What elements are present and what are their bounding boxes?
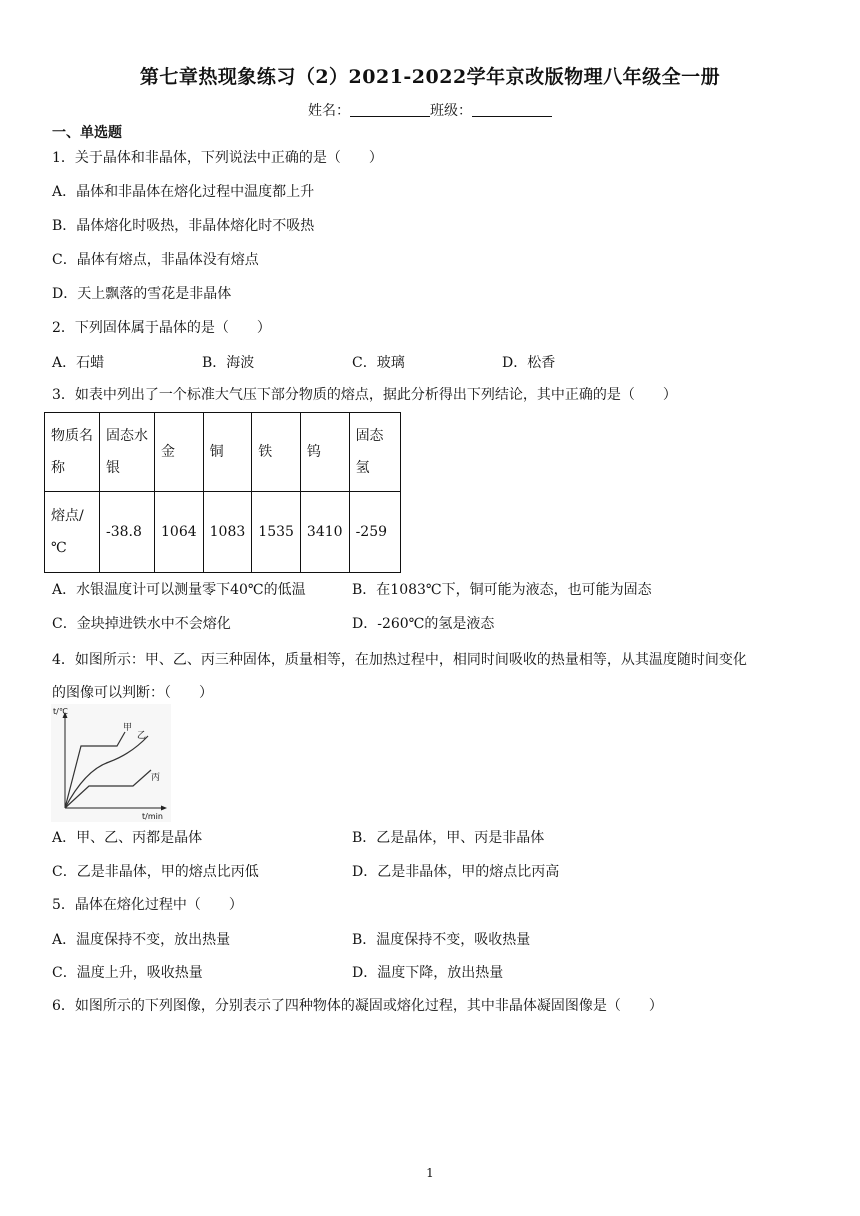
table-row bbox=[45, 492, 401, 573]
q3-option-c: C．金块掉进铁水中不会熔化 bbox=[52, 616, 231, 632]
q4-option-a: A．甲、乙、丙都是晶体 bbox=[52, 830, 203, 846]
class-blank bbox=[472, 104, 552, 117]
x-axis-label: t/min bbox=[142, 812, 163, 821]
q3-option-b: B．在1083℃下，铜可能为液态，也可能为固态 bbox=[352, 582, 652, 598]
table-cell: 金 bbox=[155, 413, 204, 492]
temperature-time-graph bbox=[51, 704, 171, 822]
q1-stem: 1．关于晶体和非晶体，下列说法中正确的是（ ） bbox=[52, 150, 383, 166]
q2-option-d: D．松香 bbox=[502, 355, 556, 371]
name-blank bbox=[350, 104, 430, 117]
q1-option-a: A．晶体和非晶体在熔化过程中温度都上升 bbox=[52, 184, 315, 200]
q1-option-d: D．天上飘落的雪花是非晶体 bbox=[52, 286, 232, 302]
class-label: 班级： bbox=[430, 103, 472, 119]
q5-stem: 5．晶体在熔化过程中（ ） bbox=[52, 897, 243, 913]
table-cell: 物质名称 bbox=[45, 413, 100, 492]
q5-option-c: C．温度上升，吸收热量 bbox=[52, 965, 203, 981]
q2-stem: 2．下列固体属于晶体的是（ ） bbox=[52, 320, 271, 336]
q3-option-d: D．-260℃的氢是液态 bbox=[352, 616, 495, 632]
page-title: 第七章热现象练习（2）2021-2022学年京改版物理八年级全一册 bbox=[139, 66, 721, 88]
q4-stem-line2: 的图像可以判断：（ ） bbox=[52, 685, 213, 701]
q3-stem: 3．如表中列出了一个标准大气压下部分物质的熔点，据此分析得出下列结论，其中正确的是（ ） bbox=[52, 387, 677, 403]
melting-point-table bbox=[44, 412, 401, 573]
section-title: 一、单选题 bbox=[52, 125, 122, 141]
q4-option-b: B．乙是晶体，甲、丙是非晶体 bbox=[352, 830, 545, 846]
q2-option-c: C．玻璃 bbox=[352, 355, 405, 371]
label-bing: 丙 bbox=[151, 773, 161, 783]
table-cell: -259 bbox=[349, 492, 400, 573]
table-cell: 3410 bbox=[300, 492, 349, 573]
q4-option-d: D．乙是非晶体，甲的熔点比丙高 bbox=[352, 864, 560, 880]
q5-option-b: B．温度保持不变，吸收热量 bbox=[352, 932, 531, 948]
q5-option-a: A．温度保持不变，放出热量 bbox=[52, 932, 231, 948]
name-label: 姓名： bbox=[308, 103, 350, 119]
label-jia: 甲 bbox=[123, 723, 133, 733]
q1-option-b: B．晶体熔化时吸热，非晶体熔化时不吸热 bbox=[52, 218, 315, 234]
table-cell: 固态氢 bbox=[349, 413, 400, 492]
table-cell: 1064 bbox=[155, 492, 204, 573]
table-cell: 1083 bbox=[203, 492, 252, 573]
q4-option-c: C．乙是非晶体，甲的熔点比丙低 bbox=[52, 864, 259, 880]
q2-option-a: A．石蜡 bbox=[52, 355, 105, 371]
table-cell: -38.8 bbox=[100, 492, 155, 573]
q4-stem-line1: 4．如图所示：甲、乙、丙三种固体，质量相等，在加热过程中，相同时间吸收的热量相等，从其温度随时间变化 bbox=[52, 652, 747, 668]
student-info bbox=[0, 100, 860, 120]
y-axis-label: t/℃ bbox=[53, 707, 68, 716]
q2-option-b: B．海波 bbox=[202, 355, 255, 371]
table-cell: 熔点/℃ bbox=[45, 492, 100, 573]
q1-option-c: C．晶体有熔点，非晶体没有熔点 bbox=[52, 252, 259, 268]
table-cell: 铜 bbox=[203, 413, 252, 492]
table-cell: 固态水银 bbox=[100, 413, 155, 492]
table-cell: 铁 bbox=[252, 413, 301, 492]
q3-option-a: A．水银温度计可以测量零下40℃的低温 bbox=[52, 582, 306, 598]
page-number: 1 bbox=[426, 1166, 434, 1180]
table-cell: 1535 bbox=[252, 492, 301, 573]
q5-option-d: D．温度下降，放出热量 bbox=[352, 965, 504, 981]
q6-stem: 6．如图所示的下列图像，分别表示了四种物体的凝固或熔化过程，其中非晶体凝固图像是（ ） bbox=[52, 998, 663, 1014]
table-row bbox=[45, 413, 401, 492]
table-cell: 钨 bbox=[300, 413, 349, 492]
label-yi: 乙 bbox=[137, 731, 147, 741]
